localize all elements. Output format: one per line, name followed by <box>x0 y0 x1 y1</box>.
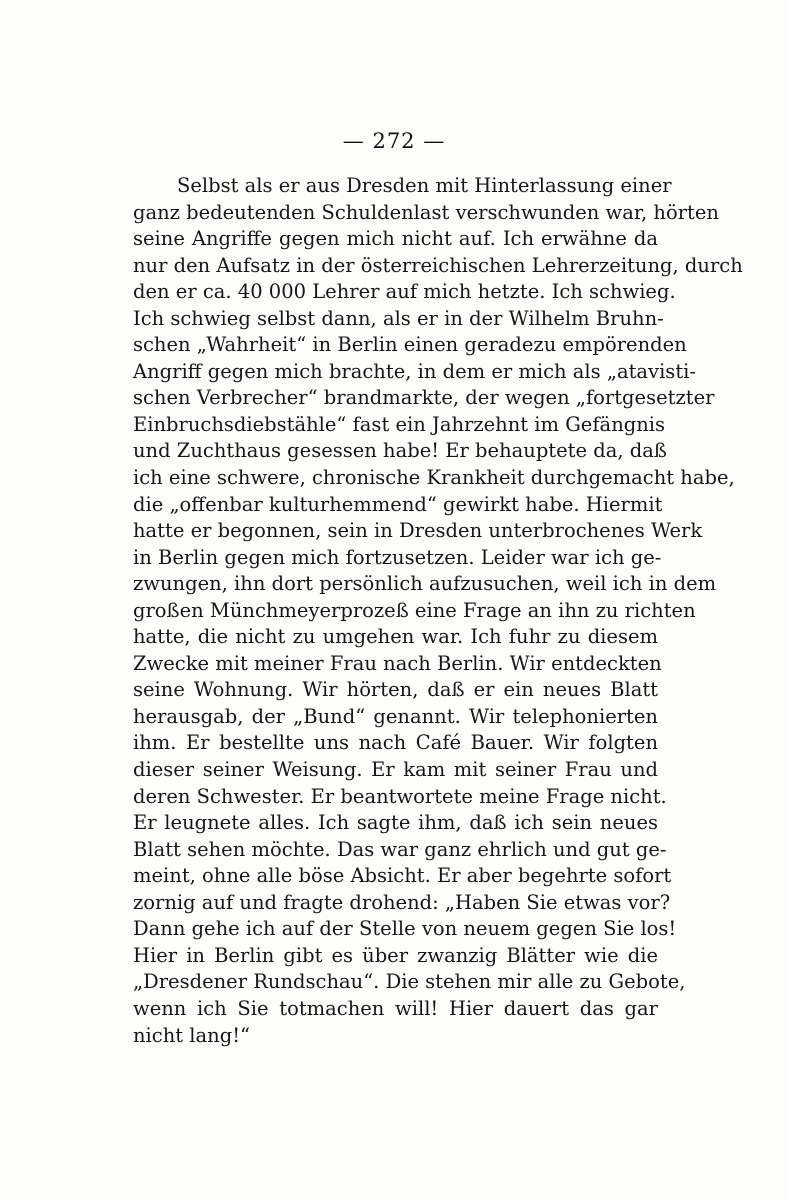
text-line: schen Verbrecher“ brandmarkte, der wegen „fortgesetzter <box>133 386 715 410</box>
text-line: den er ca. 40 000 Lehrer auf mich hetzte. Ich schwieg. <box>133 280 676 304</box>
text-line: deren Schwester. Er beantwortete meine Frage nicht. <box>133 784 667 808</box>
text-line: nicht lang!“ <box>133 1023 251 1047</box>
text-line: Er leugnete alles. Ich sagte ihm, daß ich sein neues <box>133 811 658 835</box>
text-line: zornig auf und fragte drohend: „Haben Sie etwas vor? <box>133 890 671 914</box>
text-line: Hier in Berlin gibt es über zwanzig Blätter wie die <box>133 943 658 967</box>
text-line: ihm. Er bestellte uns nach Café Bauer. Wir folgten <box>133 731 658 755</box>
text-line: Ich schwieg selbst dann, als er in der Wilhelm Bruhn- <box>133 306 664 330</box>
text-line: in Berlin gegen mich fortzusetzen. Leider war ich ge- <box>133 545 662 569</box>
text-line: großen Münchmeyerprozeß eine Frage an ihn zu richten <box>133 598 696 622</box>
text-line: Einbruchsdiebstähle“ fast ein Jahrzehnt im Gefängnis <box>133 412 666 436</box>
body-text <box>133 173 743 1049</box>
text-line: herausgab, der „Bund“ genannt. Wir telephonierten <box>133 704 658 728</box>
text-line: meint, ohne alle böse Absicht. Er aber begehrte sofort <box>133 864 672 888</box>
text-line: seine Wohnung. Wir hörten, daß er ein neues Blatt <box>133 678 658 702</box>
text-line: hatte, die nicht zu umgehen war. Ich fuhr zu diesem <box>133 625 658 649</box>
text-line: wenn ich Sie totmachen will! Hier dauert das gar <box>133 996 658 1020</box>
text-line: seine Angriffe gegen mich nicht auf. Ich erwähne da <box>133 227 658 251</box>
page-number: — 272 — <box>342 129 446 153</box>
text-line: die „offenbar kulturhemmend“ gewirkt habe. Hiermit <box>133 492 663 516</box>
text-line: ich eine schwere, chronische Krankheit durchgemacht habe, <box>133 466 735 490</box>
text-line: zwungen, ihn dort persönlich aufzusuchen, weil ich in dem <box>133 572 717 596</box>
text-line: Angriff gegen mich brachte, in dem er mich als „atavisti- <box>133 359 696 383</box>
text-line: Dann gehe ich auf der Stelle von neuem gegen Sie los! <box>133 917 677 941</box>
text-line: hatte er begonnen, sein in Dresden unterbrochenes Werk <box>133 519 703 543</box>
text-line: dieser seiner Weisung. Er kam mit seiner Frau und <box>133 758 658 782</box>
text-line: Selbst als er aus Dresden mit Hinterlassung einer <box>177 174 672 197</box>
text-line: Blatt sehen möchte. Das war ganz ehrlich und gut ge- <box>133 837 667 861</box>
text-line: nur den Aufsatz in der österreichischen Lehrerzeitung, durch <box>133 253 743 277</box>
text-line: schen „Wahrheit“ in Berlin einen geradezu empörenden <box>133 333 687 357</box>
text-line: und Zuchthaus gesessen habe! Er behauptete da, daß <box>133 439 667 463</box>
text-line: ganz bedeutenden Schuldenlast verschwunden war, hörten <box>133 200 719 224</box>
text-line: „Dresdener Rundschau“. Die stehen mir alle zu Gebote, <box>133 970 686 994</box>
text-line: Zwecke mit meiner Frau nach Berlin. Wir entdeckten <box>133 651 662 675</box>
